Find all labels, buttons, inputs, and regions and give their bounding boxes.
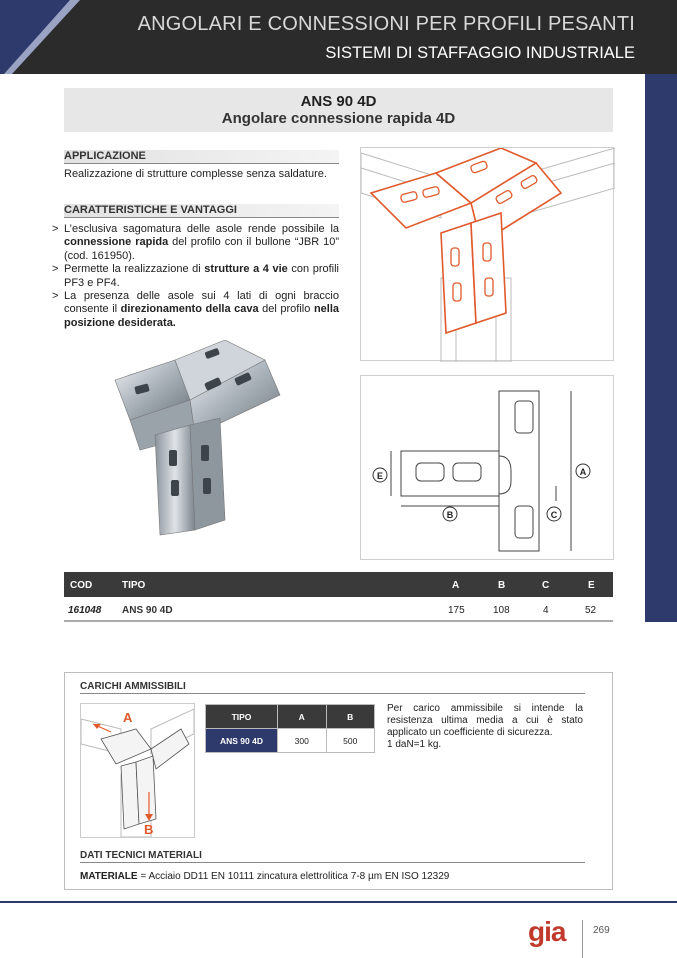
col-c: C	[542, 580, 550, 591]
loads-header-row	[206, 705, 375, 729]
feature-text: del profilo	[258, 303, 314, 316]
dim-label-b	[443, 507, 457, 521]
materials-text	[80, 871, 449, 882]
cell-tipo: ANS 90 4D	[122, 605, 173, 616]
page-header	[0, 0, 677, 74]
bullet-marker: >	[52, 290, 59, 303]
feature-item	[52, 263, 339, 290]
feature-text: La presenza delle asole sui 4 lati di ogni braccio consente il	[64, 290, 339, 316]
load-diagram	[80, 703, 195, 838]
materials-label: MATERIALE	[80, 871, 138, 882]
col-a: A	[452, 580, 460, 591]
dim-label-a	[576, 464, 590, 478]
cell-e: 52	[585, 605, 597, 616]
features-list	[52, 223, 339, 330]
dim-label-e	[373, 468, 387, 482]
load-label-a: A	[123, 710, 133, 725]
col-e: E	[588, 580, 595, 591]
header-subtitle: SISTEMI DI STAFFAGGIO INDUSTRIALE	[325, 44, 635, 62]
dim-c: C	[550, 510, 558, 520]
dim-b: B	[446, 510, 454, 520]
product-code: ANS 90 4D	[300, 93, 377, 110]
feature-item	[52, 290, 339, 330]
feature-bold: strutture a 4 vie	[204, 263, 288, 276]
loads-cell-tipo: ANS 90 4D	[206, 729, 278, 753]
bullet-marker: >	[52, 223, 59, 235]
feature-bold: connessione rapida	[64, 236, 169, 249]
materials-title: DATI TECNICI MATERIALI	[80, 850, 585, 863]
col-b: B	[498, 580, 506, 591]
cell-b: 108	[493, 605, 510, 616]
header-title: ANGOLARI E CONNESSIONI PER PROFILI PESANTI	[137, 13, 635, 35]
cell-c: 4	[543, 605, 549, 616]
feature-text: L’esclusiva sagomatura delle asole rende possibile la	[64, 223, 339, 235]
dim-a: A	[579, 467, 587, 477]
col-cod: COD	[70, 580, 93, 591]
loads-card	[64, 672, 613, 890]
side-tab	[645, 74, 677, 622]
dim-e: E	[376, 471, 384, 481]
features-title: CARATTERISTICHE E VANTAGGI	[64, 204, 339, 218]
table-row	[64, 597, 613, 622]
footer-line	[0, 901, 677, 903]
application-text: Realizzazione di strutture complesse senza saldature.	[64, 168, 327, 180]
loads-note	[387, 703, 583, 751]
col-tipo: TIPO	[122, 580, 146, 591]
product-table	[64, 572, 613, 622]
dim-label-c	[547, 507, 561, 521]
feature-bold: nella posizione desiderata.	[64, 303, 340, 329]
loads-col-b: B	[326, 705, 375, 729]
loads-note-unit: 1 daN=1 kg.	[387, 739, 442, 750]
feature-bold: direzionamento della cava	[120, 303, 259, 316]
product-name: Angolare connessione rapida 4D	[221, 110, 456, 127]
loads-col-a: A	[278, 705, 327, 729]
brand-logo: gia	[528, 916, 566, 947]
table-header	[64, 572, 613, 597]
product-heading	[64, 88, 613, 132]
cell-a: 175	[448, 605, 465, 616]
assembly-illustration	[360, 147, 614, 361]
loads-title: CARICHI AMMISSIBILI	[80, 681, 585, 694]
feature-text: Permette la realizzazione di	[64, 263, 205, 276]
materials-value: = Acciaio DD11 EN 10111 zincatura elettrolitica 7-8 µm EN ISO 12329	[137, 871, 450, 882]
loads-cell-a: 300	[278, 729, 327, 753]
loads-cell-b: 500	[326, 729, 375, 753]
table-row	[206, 729, 375, 753]
footer-divider	[582, 920, 583, 958]
loads-table	[205, 704, 375, 753]
product-photo	[95, 340, 285, 540]
bullet-marker: >	[52, 263, 59, 276]
application-title: APPLICAZIONE	[64, 150, 339, 164]
feature-item	[52, 223, 339, 263]
loads-note-text: Per carico ammissibile si intende la resistenza ultima media a cui è stato applicato un coefficiente di sicurezza.	[387, 703, 583, 738]
technical-drawing	[360, 375, 614, 560]
feature-text: del profilo con il bullone “JBR 10” (cod. 161950).	[64, 236, 339, 262]
cell-cod: 161048	[68, 605, 102, 616]
loads-col-tipo: TIPO	[206, 705, 278, 729]
page-number: 269	[593, 925, 610, 936]
feature-text: con profili PF3 e PF4.	[64, 263, 340, 289]
load-label-b: B	[144, 822, 154, 837]
